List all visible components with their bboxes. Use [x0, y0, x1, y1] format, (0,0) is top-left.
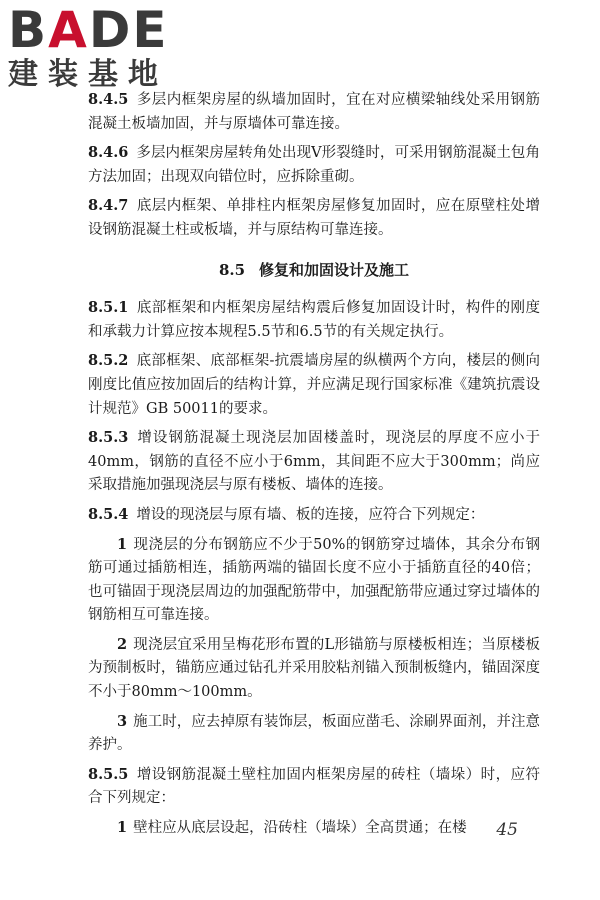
clause-8-5-5: 8.5.5 增设钢筋混凝土壁柱加固内框架房屋的砖柱（墙垛）时，应符合下列规定：	[88, 765, 540, 807]
clause-8-5-2: 8.5.2 底部框架、底部框架-抗震墙房屋的纵横两个方向，楼层的侧向刚度比值应按加固后的结构计算，并应满足现行国家标准《建筑抗震设计规范》GB 50011的要求。	[88, 352, 540, 417]
list-item: 3 施工时，应去掉原有装饰层，板面应凿毛、涂刷界面剂，并注意养护。	[88, 712, 540, 754]
clause-8-4-6: 8.4.6 多层内框架房屋转角处出现V形裂缝时，可采用钢筋混凝土包角方法加固；出现双向错位时，应拆除重砌。	[88, 144, 540, 185]
clause-8-5-4: 8.5.4 增设的现浇层与原有墙、板的连接，应符合下列规定：	[88, 505, 485, 523]
bade-logo	[8, 1, 169, 92]
list-item: 2 现浇层宜采用呈梅花形布置的L形锚筋与原楼板相连；当原楼板为预制板时，锚筋应通过钻孔并采用胶粘剂锚入预制板缝内，锚固深度不小于80mm～100mm。	[88, 635, 540, 701]
clause-8-4-7: 8.4.7 底层内框架、单排柱内框架房屋修复加固时，应在原壁柱处增设钢筋混凝土柱或板墙，并与原结构可靠连接。	[88, 197, 540, 238]
page-number: 45	[496, 820, 518, 840]
document-body	[88, 88, 540, 846]
clause-8-4-5: 8.4.5 多层内框架房屋的纵墙加固时，宜在对应横梁轴线处采用钢筋混凝土板墙加固，并与原墙体可靠连接。	[88, 91, 540, 132]
section-heading: 8.5 修复和加固设计及施工	[218, 260, 410, 279]
list-item: 1 壁柱应从底层设起，沿砖柱（墙垛）全高贯通；在楼	[117, 819, 467, 837]
logo-subtitle: 建装基地	[8, 57, 168, 92]
clause-8-5-1: 8.5.1 底部框架和内框架房屋结构震后修复加固设计时，构件的刚度和承载力计算应按本规程5.5节和6.5节的有关规定执行。	[88, 299, 540, 340]
logo-wordmark: BADE	[8, 1, 169, 59]
list-item: 1 现浇层的分布钢筋应不少于50%的钢筋穿过墙体，其余分布钢筋可通过插筋相连，插筋两端的锚固长度不应小于插筋直径的40倍；也可锚固于现浇层周边的加强配筋带中，加强配筋带应通过穿过墙体的钢筋相互可靠连接。	[88, 535, 540, 624]
clause-8-5-3: 8.5.3 增设钢筋混凝土现浇层加固楼盖时，现浇层的厚度不应小于40mm，钢筋的直径不应小于6mm，其间距不应大于300mm；尚应采取措施加强现浇层与原有楼板、墙体的连接。	[88, 429, 540, 494]
